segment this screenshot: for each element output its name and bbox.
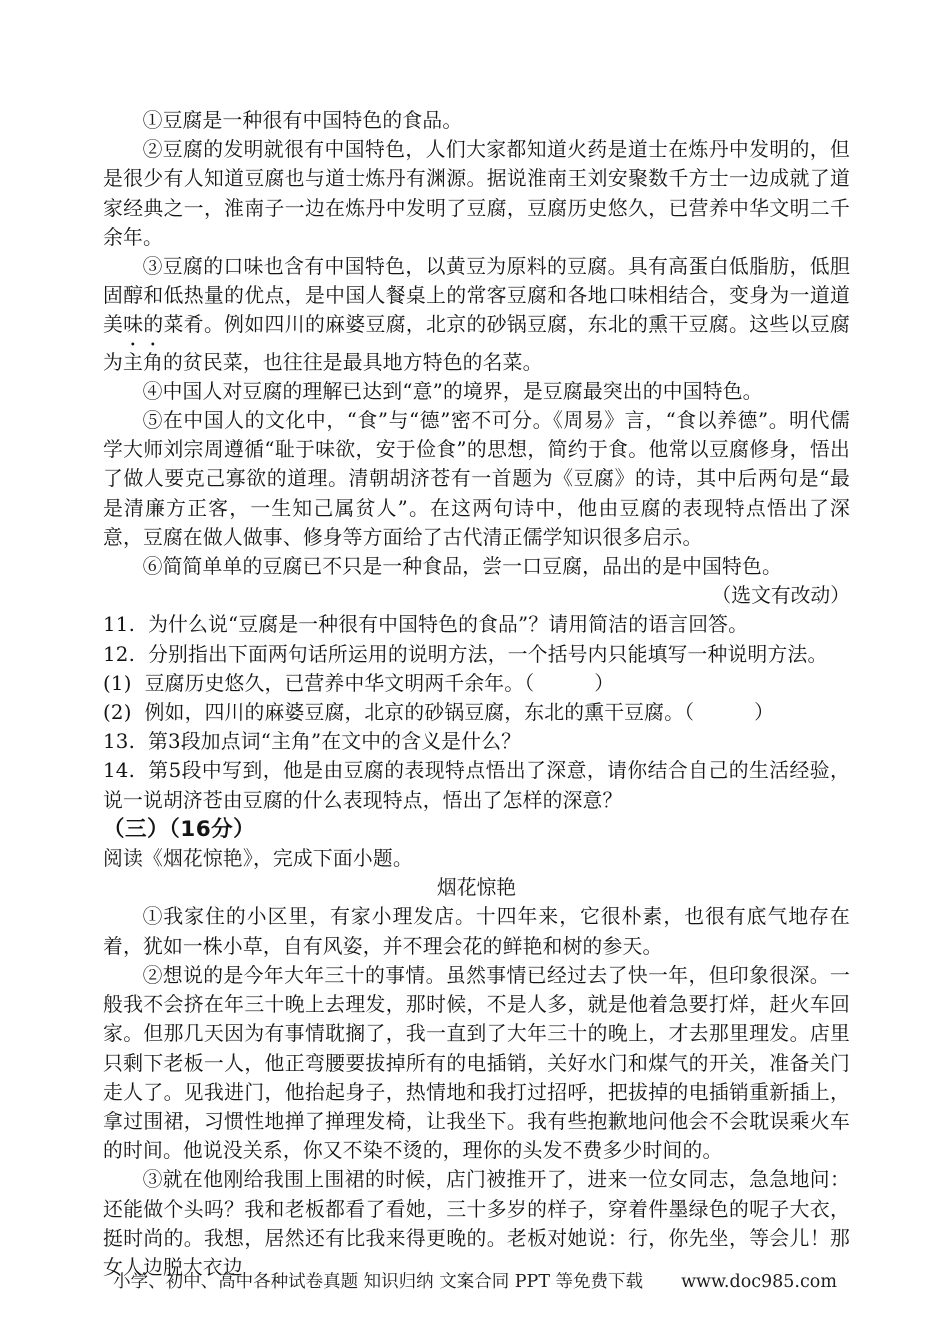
tofu-paragraph-6: ⑥简简单单的豆腐已不只是一种食品，尝一口豆腐，品出的是中国特色。 bbox=[142, 555, 782, 579]
question-12-item-1 bbox=[103, 669, 850, 698]
question-14-number: 14. bbox=[103, 759, 136, 783]
footer-text: 小学、初中、高中各种试卷真题 知识归纳 文案合同 PPT 等免费下载 bbox=[113, 1272, 644, 1292]
fireworks-paragraph-2: ②想说的是今年大年三十的事情。虽然事情已经过去了快一年，但印象很深。一般我不会挤在年三十晚上去理发，那时候，不是人多，就是他着急要打烊，赶火车回家。但那几天因为有事情耽搁了，我一直到了大年三十的晚上，才去那里理发。店里只剩下老板一人，他正弯腰要拔掉所有的电插销，关好水门和煤气的开关，准备关门走人了。见我进门，他抬起身子，热情地和我打过招呼，把拔掉的电插销重新插上，拿过围裙，习惯性地掸了掸理发椅，让我坐下。我有些抱歉地问他会不会耽误乘火车的时间。他说没关系，你又不染不烫的，理你的头发不费多少时间的。 bbox=[103, 963, 850, 1163]
reading-instruction: 阅读《烟花惊艳》，完成下面小题。 bbox=[103, 847, 413, 871]
question-11-number: 11. bbox=[103, 613, 136, 637]
question-14 bbox=[103, 756, 850, 814]
question-12-item-1-number: (1) bbox=[103, 671, 132, 695]
tofu-paragraph-3-pre: ③豆腐的口味也含有中国特色，以黄豆为原料的豆腐。具有高蛋白低脂肪，低胆固醇和低热量的优点，是中国人餐桌上的常客豆腐和各地口味相结合，变身为一道道美味的菜肴。例如四川的麻婆豆腐，北京的砂锅豆腐，东北的熏干豆腐。这些以豆腐为 bbox=[103, 255, 850, 374]
tofu-paragraph-1: ①豆腐是一种很有中国特色的食品。 bbox=[142, 109, 463, 132]
tofu-paragraph-3-post: 的贫民菜，也往往是最具地方特色的名菜。 bbox=[162, 350, 543, 374]
question-13 bbox=[103, 727, 850, 756]
question-12-number: 12. bbox=[103, 642, 136, 666]
question-13-text: 第3段加点词“主角”在文中的含义是什么？ bbox=[148, 730, 522, 754]
fireworks-paragraph-1: ①我家住的小区里，有家小理发店。十四年来，它很朴素，也很有底气地存在着，犹如一株小草，自有风姿，并不理会花的鲜艳和树的参天。 bbox=[103, 905, 850, 958]
emphasized-word-zhujiao: 主角 bbox=[122, 350, 163, 374]
exam-page-content bbox=[103, 106, 850, 1282]
question-11 bbox=[103, 610, 850, 639]
question-list bbox=[103, 610, 850, 814]
section-three bbox=[103, 815, 850, 1282]
section-heading: （三）（16分） bbox=[103, 816, 256, 842]
page-footer bbox=[0, 1271, 950, 1293]
footer-url: www.doc985.com bbox=[681, 1272, 837, 1292]
tofu-paragraph-2: ②豆腐的发明就很有中国特色，人们大家都知道火药是道士在炼丹中发明的，但是很少有人知道豆腐也与道士炼丹有渊源。据说淮南王刘安聚数千方士一边成就了道家经典之一，淮南子一边在炼丹中发明了豆腐，豆腐历史悠久，已营养中华文明二千余年。 bbox=[103, 138, 850, 249]
passage-tofu bbox=[103, 106, 850, 610]
question-12-item-1-text: 豆腐历史悠久，已营养中华文明两千余年。（ ） bbox=[144, 671, 615, 695]
tofu-paragraph-3 bbox=[103, 252, 850, 377]
question-12-item-2-number: (2) bbox=[103, 701, 132, 725]
question-12-item-2-text: 例如，四川的麻婆豆腐，北京的砂锅豆腐，东北的熏干豆腐。（ ） bbox=[144, 701, 775, 725]
tofu-paragraph-4: ④中国人对豆腐的理解已达到“意”的境界，是豆腐最突出的中国特色。 bbox=[142, 379, 763, 403]
tofu-paragraph-5: ⑤在中国人的文化中，“食”与“德”密不可分。《周易》言，“食以养德”。明代儒学大师刘宗周遵循“耻于味欲，安于俭食”的思想，简约于食。他常以豆腐修身，悟出了做人要克己寡欲的道理。清朝胡济苍有一首题为《豆腐》的诗，其中后两句是“最是清廉方正客，一生知己属贫人”。在这两句诗中，他由豆腐的表现特点悟出了深意，豆腐在做人做事、修身等方面给了古代清正儒学知识很多启示。 bbox=[103, 409, 850, 549]
question-12-item-2 bbox=[103, 698, 850, 727]
question-14-text: 第5段中写到，他是由豆腐的表现特点悟出了深意，请你结合自己的生活经验，说一说胡济苍由豆腐的什么表现特点，悟出了怎样的深意？ bbox=[103, 759, 850, 812]
question-13-number: 13. bbox=[103, 730, 136, 754]
attribution-note: （选文有改动） bbox=[711, 584, 850, 608]
fireworks-paragraph-3: ③就在他刚给我围上围裙的时候，店门被推开了，进来一位女同志，急急地问：还能做个头吗？我和老板都看了看她，三十多岁的样子，穿着件墨绿色的呢子大衣，挺时尚的。我想，居然还有比我来得更晚的。老板对她说：行，你先坐，等会儿！那女人边脱大衣边 bbox=[103, 1168, 850, 1279]
question-12 bbox=[103, 640, 850, 669]
passage-title: 烟花惊艳 bbox=[436, 876, 517, 900]
question-11-text: 为什么说“豆腐是一种很有中国特色的食品”？请用简洁的语言回答。 bbox=[148, 613, 749, 637]
question-12-text: 分别指出下面两句话所运用的说明方法，一个括号内只能填写一种说明方法。 bbox=[148, 642, 828, 666]
